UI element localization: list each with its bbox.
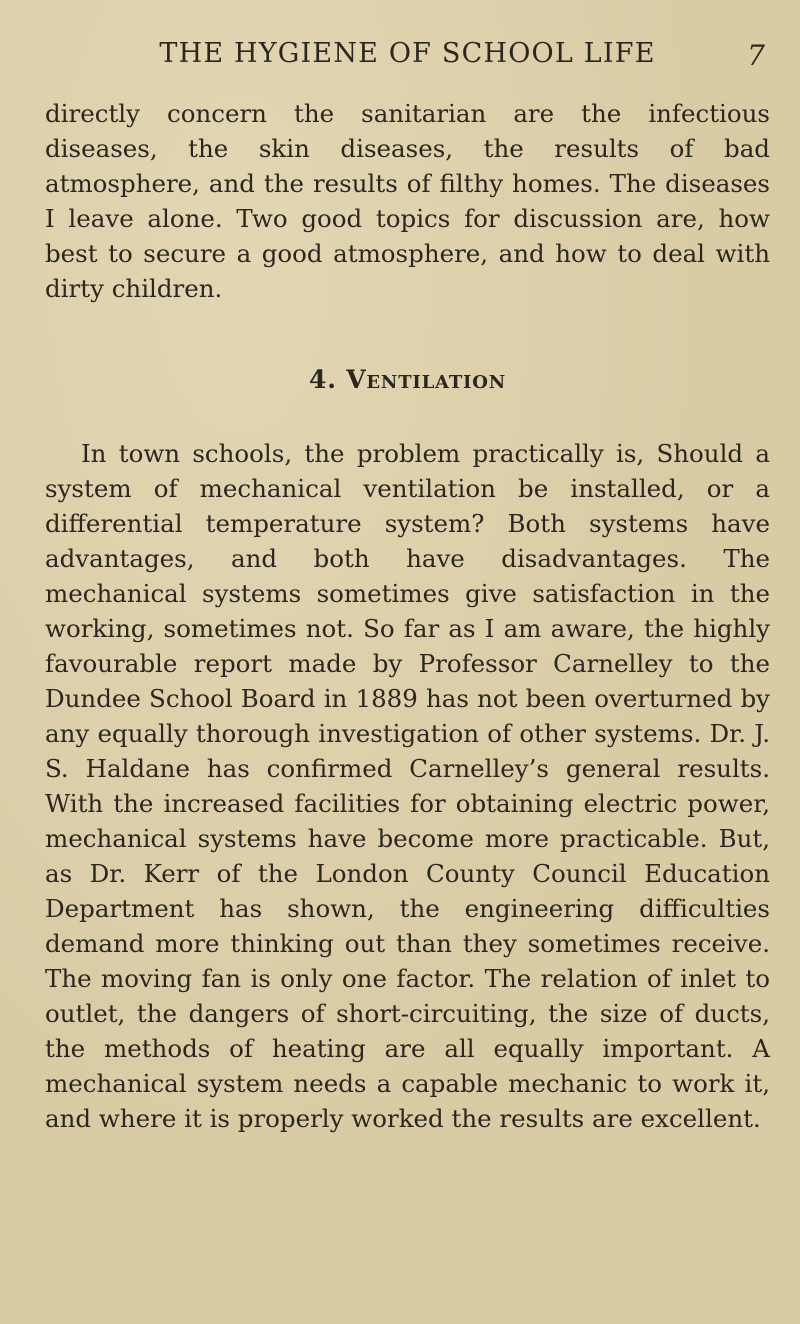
paragraph-continued: directly concern the sanitarian are the infectious diseases, the skin diseases, the results of bad atmosphere, and the results of filthy homes. The diseases I leave alone. Two good topics for discussion are, how best to secure a good atmosphere, and how to deal with dirty children. [45, 99, 770, 303]
page-number: 7 [747, 39, 765, 72]
paragraph-ventilation: In town schools, the problem practically is, Should a system of mechanical ventilation be installed, or a differential temperature system? Both systems have advantages, and both have disadvantages. The mechanical systems sometimes give satisfaction in the working, sometimes not. So far as I am aware, the highly favourable report made by Professor Carnelley to the Dundee School Board in 1889 has not been overturned by any equally thorough investigation of other systems. Dr. J. S. Haldane has confirmed Carnelley’s general results. With the increased facilities for obtaining electric power, mechanical systems have become more practicable. But, as Dr. Kerr of the London County Council Education Department has shown, the engineering difficulties demand more thinking out than they sometimes receive. The moving fan is only one factor. The relation of inlet to outlet, the dangers of short-circuiting, the size of ducts, the methods of heating are all equally important. A mechanical system needs a capable mechanic to work it, and where it is properly worked the results are excellent. [45, 439, 770, 1133]
section-number: 4. [309, 365, 337, 394]
section-title: Ventilation [346, 365, 506, 394]
section-heading [45, 362, 770, 398]
running-title: THE HYGIENE OF SCHOOL LIFE [159, 38, 656, 69]
running-head [45, 34, 770, 74]
